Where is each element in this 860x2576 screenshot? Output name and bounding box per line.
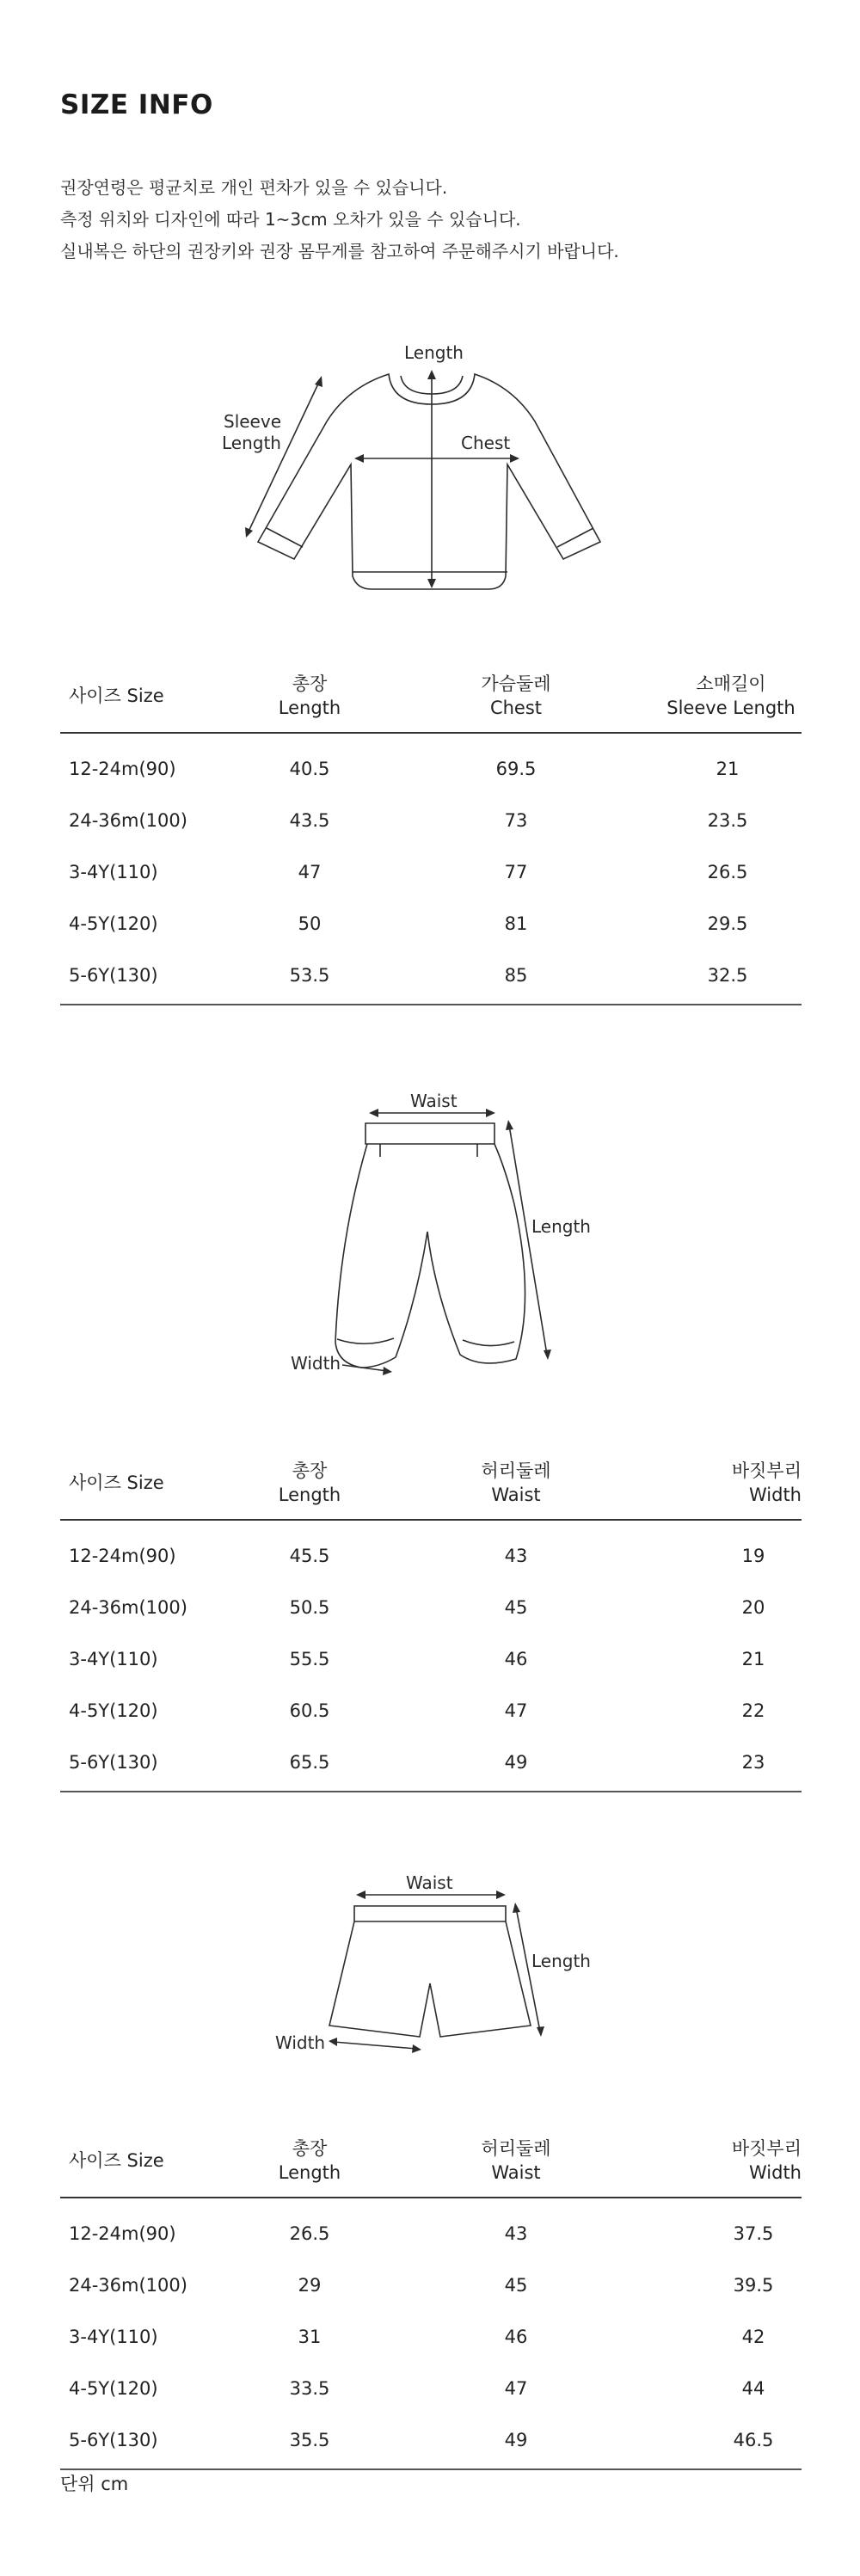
table-row: 3-4Y(110) 55.5 46 21 — [69, 1649, 765, 1669]
table-row: 12-24m(90) 40.5 69.5 21 — [69, 759, 740, 779]
waist-label: Waist — [406, 1872, 453, 1893]
length-arrow — [509, 1125, 547, 1355]
table-row: 5-6Y(130) 35.5 49 46.5 — [69, 2430, 774, 2450]
header-size: 사이즈 Size — [69, 2150, 164, 2171]
pants-measurement-diagram — [0, 1079, 860, 1385]
notice-line: 실내복은 하단의 권장키와 권장 몸무게를 참고하여 주문해주시기 바랍니다. — [60, 241, 619, 261]
table-row: 3-4Y(110) 31 46 42 — [69, 2327, 765, 2347]
length-label: Length — [531, 1951, 591, 1971]
table-row: 5-6Y(130) 53.5 85 32.5 — [69, 965, 748, 986]
header-length: 총장 Length — [278, 2138, 341, 2183]
notice-text — [60, 172, 619, 267]
table-header — [60, 2131, 802, 2198]
top-size-table — [60, 667, 802, 1001]
shorts-size-table — [60, 2131, 802, 2466]
top-measurement-diagram — [0, 327, 860, 619]
table-row: 3-4Y(110) 47 77 26.5 — [69, 862, 748, 882]
pants-illustration — [335, 1123, 525, 1368]
notice-line: 측정 위치와 디자인에 따라 1~3cm 오차가 있을 수 있습니다. — [60, 209, 521, 230]
width-label: Width — [275, 2032, 326, 2053]
header-waist: 허리둘레 Waist — [481, 2138, 551, 2183]
length-label: Length — [404, 342, 464, 363]
table-row: 12-24m(90) 26.5 43 37.5 — [69, 2223, 774, 2244]
shorts-measurement-diagram — [0, 1866, 860, 2064]
page-title: SIZE INFO — [60, 89, 213, 120]
table-row: 4-5Y(120) 33.5 47 44 — [69, 2378, 765, 2399]
header-size: 사이즈 Size — [69, 1472, 164, 1493]
unit-note: 단위 cm — [60, 2474, 129, 2494]
length-label: Length — [531, 1216, 591, 1237]
header-chest: 가슴둘레 Chest — [481, 673, 551, 718]
table-row: 24-36m(100) 50.5 45 20 — [69, 1597, 765, 1618]
notice-line: 권장연령은 평균치로 개인 편차가 있을 수 있습니다. — [60, 177, 448, 198]
table-bottom-rule — [60, 2468, 802, 2470]
table-header — [60, 667, 802, 734]
width-label: Width — [291, 1353, 341, 1374]
chest-label: Chest — [461, 433, 511, 453]
waist-label: Waist — [410, 1091, 458, 1111]
sweatshirt-illustration — [258, 374, 600, 589]
table-header — [60, 1454, 802, 1521]
header-waist: 허리둘레 Waist — [481, 1460, 551, 1505]
table-row: 4-5Y(120) 50 81 29.5 — [69, 913, 748, 934]
header-length: 총장 Length — [278, 673, 341, 718]
header-length: 총장 Length — [278, 1460, 341, 1505]
header-width: 바짓부리 Width — [731, 2138, 802, 2183]
table-row: 4-5Y(120) 60.5 47 22 — [69, 1700, 765, 1721]
header-width: 바짓부리 Width — [731, 1460, 802, 1505]
shorts-illustration — [329, 1906, 531, 2037]
width-arrow — [334, 2042, 416, 2049]
table-bottom-rule — [60, 1004, 802, 1005]
table-row: 24-36m(100) 43.5 73 23.5 — [69, 810, 748, 831]
header-sleeve-length: 소매길이 Sleeve Length — [666, 673, 796, 718]
table-row: 24-36m(100) 29 45 39.5 — [69, 2275, 774, 2296]
header-size: 사이즈 Size — [69, 685, 164, 706]
pants-size-table — [60, 1454, 802, 1788]
sleeve-length-arrow — [248, 380, 320, 533]
table-bottom-rule — [60, 1791, 802, 1792]
sleeve-label: Length — [222, 433, 281, 453]
table-row: 5-6Y(130) 65.5 49 23 — [69, 1752, 765, 1773]
table-row: 12-24m(90) 45.5 43 19 — [69, 1546, 765, 1566]
sleeve-label: Sleeve — [224, 411, 282, 432]
width-arrow — [342, 1365, 387, 1371]
